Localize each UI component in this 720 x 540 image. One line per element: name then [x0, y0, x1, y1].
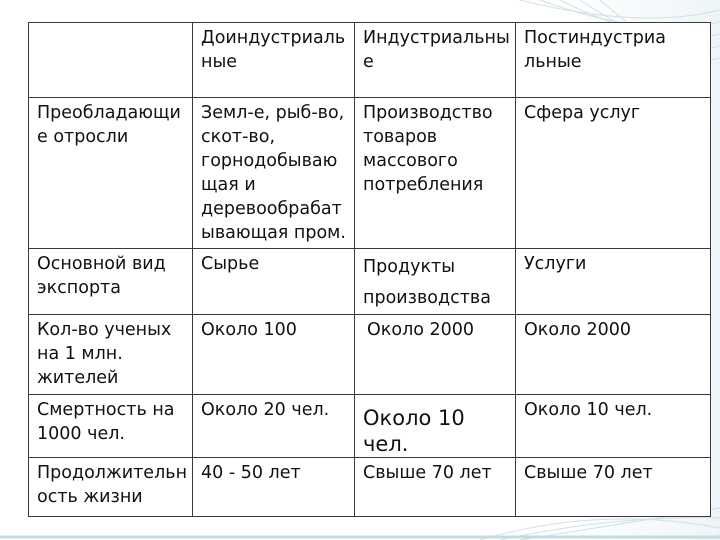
header-cell-postindustrial: Постиндустриа льные	[516, 23, 711, 98]
table-cell: Около 2000	[355, 315, 516, 395]
table-cell: 40 - 50 лет	[193, 458, 355, 517]
table-cell: Около 20 чел.	[193, 395, 355, 458]
table-cell: Услуги	[516, 249, 711, 315]
table-cell: Около 2000	[516, 315, 711, 395]
table-row	[29, 315, 711, 395]
table-cell: Сырье	[193, 249, 355, 315]
table-cell: Свыше 70 лет	[516, 458, 711, 517]
table-cell: Земл-е, рыб-во, скот-во, горнодобываю щая и деревообрабат ывающая пром.	[193, 98, 355, 249]
table-row	[29, 458, 711, 517]
table-cell: Около 10 чел.	[355, 395, 516, 458]
header-cell-industrial: Индустриальны е	[355, 23, 516, 98]
row-label: Основной вид экспорта	[29, 249, 193, 315]
row-label: Кол-во ученых на 1 млн. жителей	[29, 315, 193, 395]
row-label: Смертность на 1000 чел.	[29, 395, 193, 458]
table-cell: Свыше 70 лет	[355, 458, 516, 517]
table-row	[29, 249, 711, 315]
table-cell: Продукты производства	[355, 249, 516, 315]
row-label: Продолжительн ость жизни	[29, 458, 193, 517]
header-row	[29, 23, 711, 98]
header-cell-empty	[29, 23, 193, 98]
table-cell: Около 100	[193, 315, 355, 395]
table-cell: Производство товаров массового потребления	[355, 98, 516, 249]
table-cell: Сфера услуг	[516, 98, 711, 249]
row-label: Преобладающи е отросли	[29, 98, 193, 249]
table-cell: Около 10 чел.	[516, 395, 711, 458]
table-row	[29, 395, 711, 458]
comparison-table	[28, 22, 711, 517]
header-cell-preindustrial: Доиндустриаль ные	[193, 23, 355, 98]
table-row	[29, 98, 711, 249]
